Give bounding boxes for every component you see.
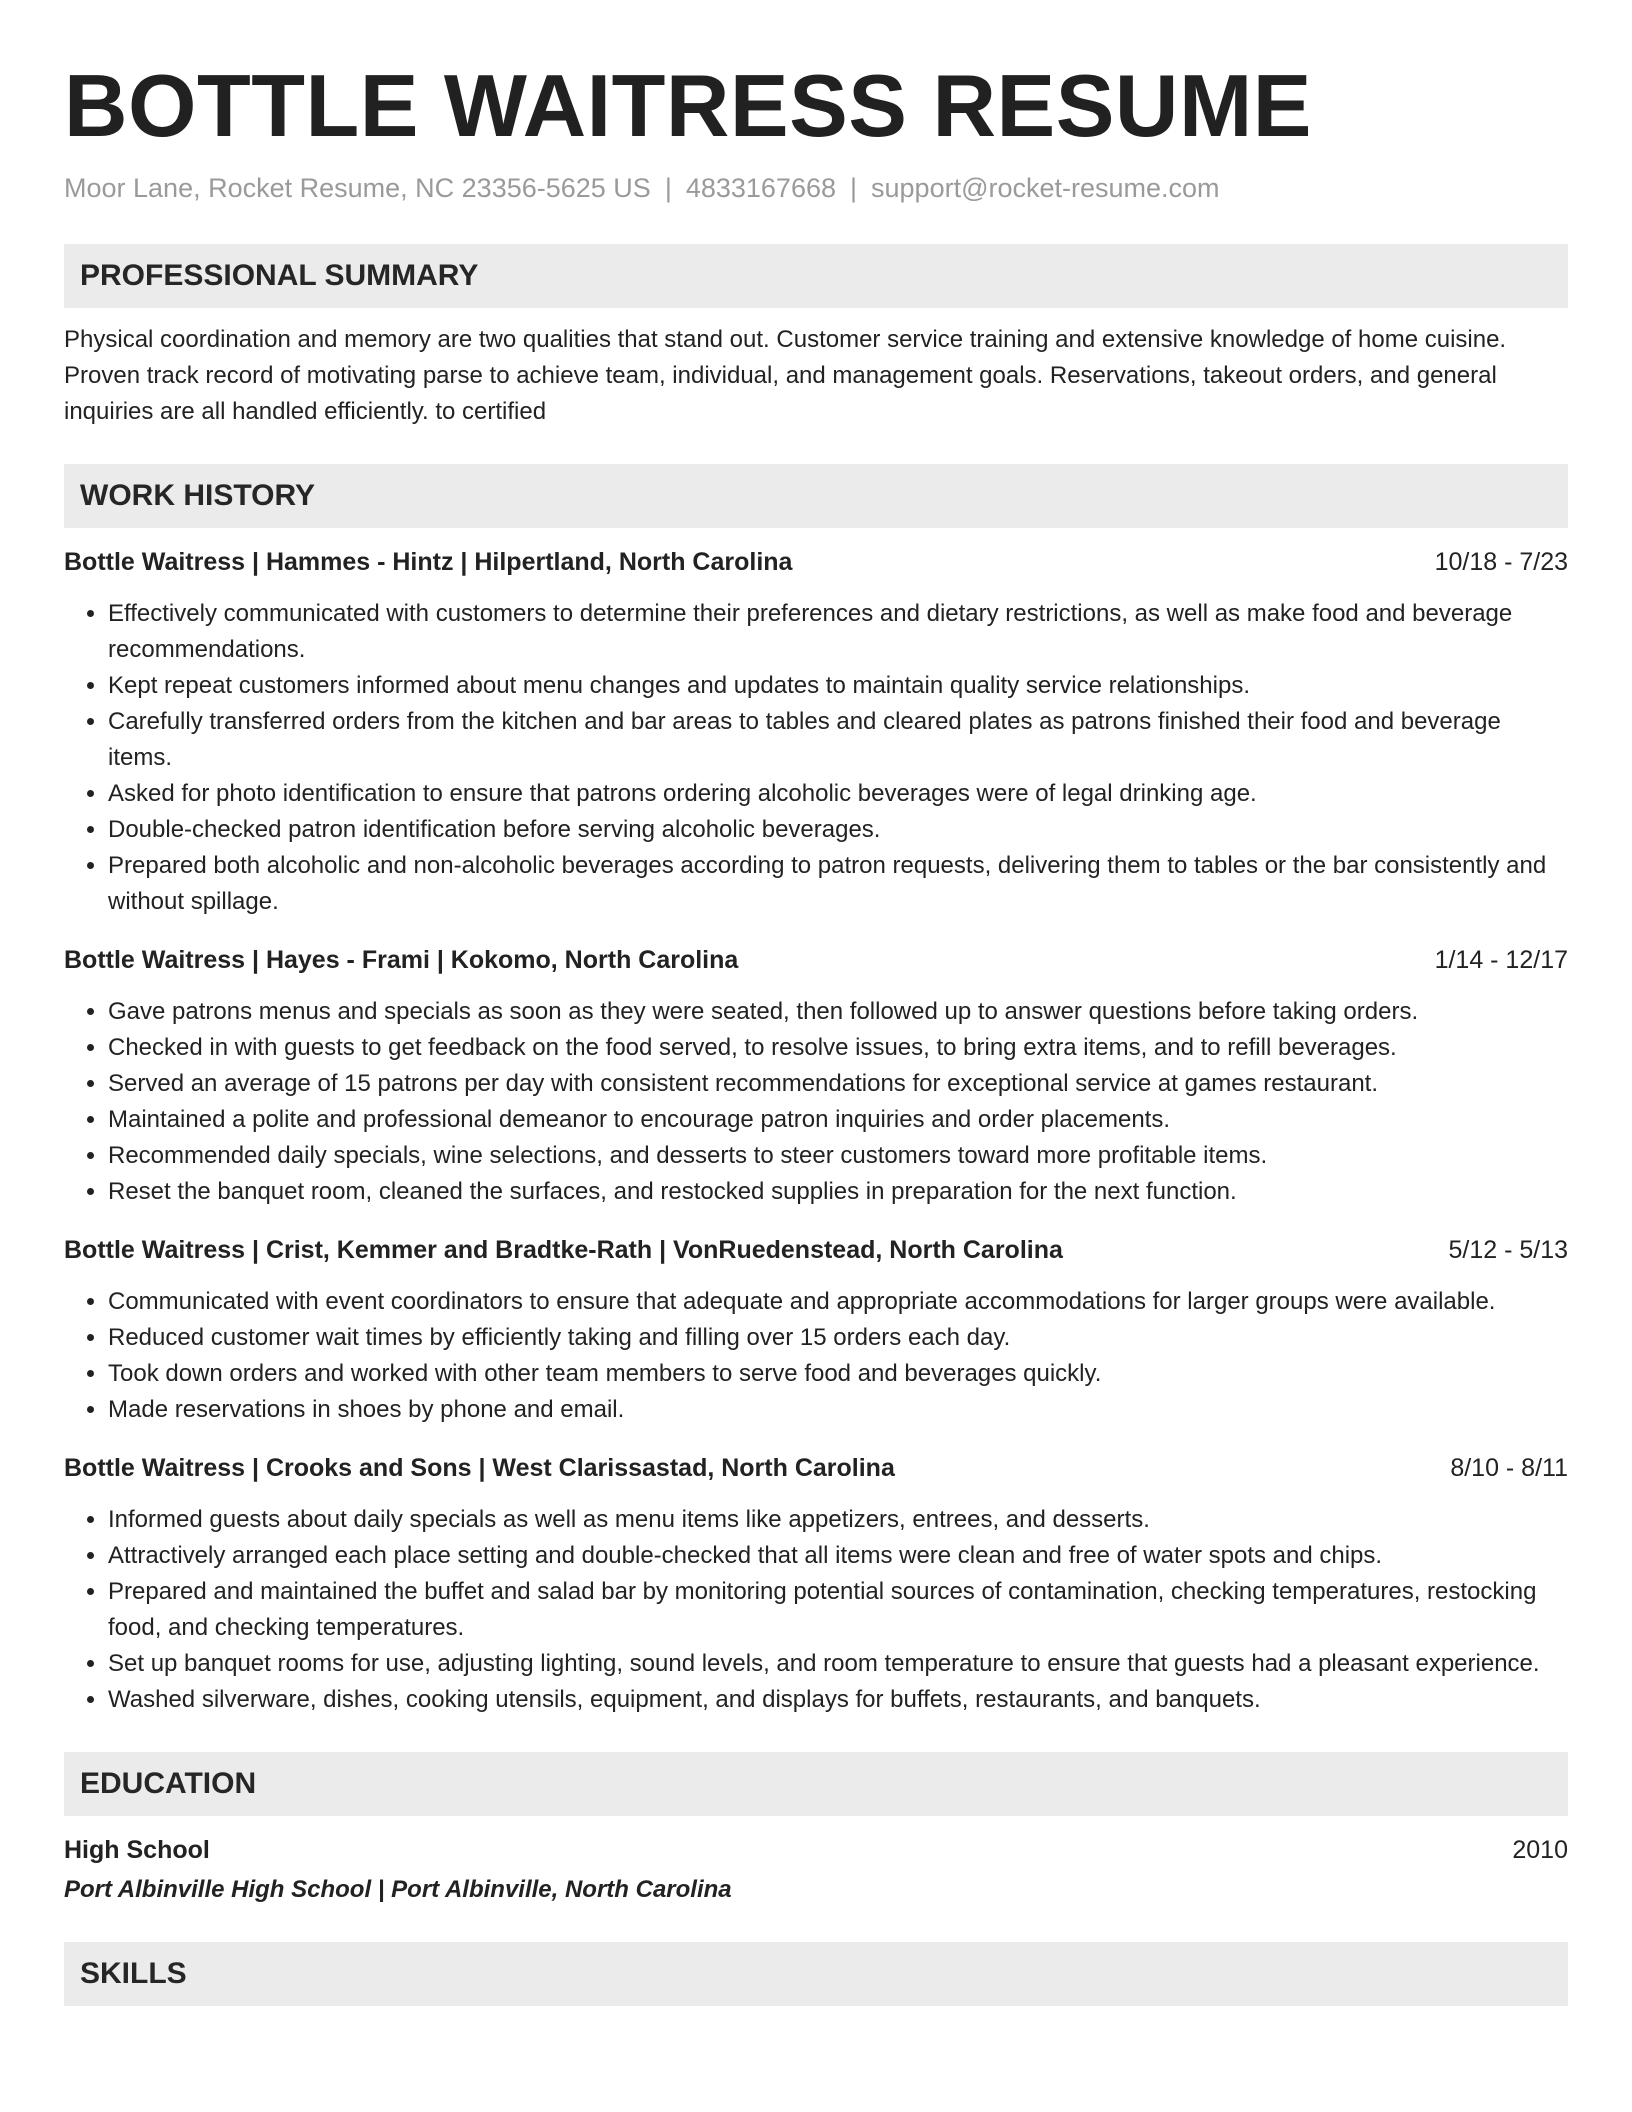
bullet-item: • Carefully transferred orders from the kitchen and bar areas to tables and cleared plates as patrons finished their food and beverage items. (108, 704, 1568, 776)
job-bullets (64, 596, 1568, 920)
contact-line (64, 170, 1568, 206)
job-title: Bottle Waitress | Hayes - Frami | Kokomo, North Carolina (64, 946, 739, 974)
bullet-item: • Asked for photo identification to ensure that patrons ordering alcoholic beverages were of legal drinking age. (108, 776, 1568, 812)
job-entry (64, 942, 1568, 1210)
section-header-work-history: WORK HISTORY (64, 464, 1568, 528)
job-bullets (64, 1502, 1568, 1718)
job-bullets (64, 1284, 1568, 1428)
contact-phone[interactable]: 4833167668 (685, 173, 836, 203)
job-header (64, 544, 1568, 580)
bullet-item: • Communicated with event coordinators to ensure that adequate and appropriate accommodations for larger groups were available. (108, 1284, 1568, 1320)
contact-email[interactable]: support@rocket-resume.com (871, 173, 1220, 203)
job-title: Bottle Waitress | Hammes - Hintz | Hilpertland, North Carolina (64, 548, 793, 576)
job-dates: 5/12 - 5/13 (1448, 1236, 1568, 1264)
bullet-item: • Prepared and maintained the buffet and salad bar by monitoring potential sources of contamination, checking temperatures, restocking food, and checking temperatures. (108, 1574, 1568, 1646)
bullet-item: • Maintained a polite and professional demeanor to encourage patron inquiries and order placements. (108, 1102, 1568, 1138)
bullet-item: • Attractively arranged each place setting and double-checked that all items were clean and free of water spots and chips. (108, 1538, 1568, 1574)
job-entry (64, 544, 1568, 920)
job-dates: 8/10 - 8/11 (1450, 1454, 1568, 1482)
education-school: Port Albinville High School | Port Albinville, North Carolina (64, 1876, 732, 1903)
job-title: Bottle Waitress | Crist, Kemmer and Bradtke-Rath | VonRuedenstead, North Carolina (64, 1236, 1063, 1264)
bullet-item: • Kept repeat customers informed about menu changes and updates to maintain quality service relationships. (108, 668, 1568, 704)
section-header-education: EDUCATION (64, 1752, 1568, 1816)
bullet-item: • Served an average of 15 patrons per day with consistent recommendations for exceptional service at games restaurant. (108, 1066, 1568, 1102)
section-header-summary: PROFESSIONAL SUMMARY (64, 244, 1568, 308)
bullet-item: • Gave patrons menus and specials as soon as they were seated, then followed up to answer questions before taking orders. (108, 994, 1568, 1030)
resume-title: BOTTLE WAITRESS RESUME (64, 56, 1312, 155)
bullet-item: • Double-checked patron identification before serving alcoholic beverages. (108, 812, 1568, 848)
bullet-item: • Made reservations in shoes by phone and email. (108, 1392, 1568, 1428)
contact-address: Moor Lane, Rocket Resume, NC 23356-5625 US (64, 173, 651, 203)
job-dates: 10/18 - 7/23 (1434, 548, 1568, 576)
job-bullets (64, 994, 1568, 1210)
job-header (64, 1450, 1568, 1486)
bullet-item: • Checked in with guests to get feedback on the food served, to resolve issues, to bring extra items, and to refill beverages. (108, 1030, 1568, 1066)
education-header (64, 1832, 1568, 1868)
bullet-item: • Washed silverware, dishes, cooking utensils, equipment, and displays for buffets, restaurants, and banquets. (108, 1682, 1568, 1718)
education-degree: High School (64, 1836, 210, 1864)
education-year: 2010 (1512, 1836, 1568, 1864)
contact-separator: | (664, 173, 672, 203)
job-entry (64, 1450, 1568, 1718)
bullet-item: • Recommended daily specials, wine selections, and desserts to steer customers toward more profitable items. (108, 1138, 1568, 1174)
job-entry (64, 1232, 1568, 1428)
education-entry (64, 1832, 1568, 1908)
job-title: Bottle Waitress | Crooks and Sons | West Clarissastad, North Carolina (64, 1454, 895, 1482)
bullet-item: • Effectively communicated with customers to determine their preferences and dietary restrictions, as well as make food and beverage recommendations. (108, 596, 1568, 668)
summary-text: Physical coordination and memory are two qualities that stand out. Customer service training and extensive knowledge of home cuisine. Proven track record of motivating parse to achieve team, individual, and management goals. Reservations, takeout orders, and general inquiries are all handled efficiently. to certified (64, 326, 1507, 425)
job-dates: 1/14 - 12/17 (1434, 946, 1568, 974)
bullet-item: • Informed guests about daily specials as well as menu items like appetizers, entrees, and desserts. (108, 1502, 1568, 1538)
bullet-item: • Set up banquet rooms for use, adjusting lighting, sound levels, and room temperature to ensure that guests had a pleasant experience. (108, 1646, 1568, 1682)
section-header-skills: SKILLS (64, 1942, 1568, 2006)
bullet-item: • Reset the banquet room, cleaned the surfaces, and restocked supplies in preparation for the next function. (108, 1174, 1568, 1210)
bullet-item: • Reduced customer wait times by efficiently taking and filling over 15 orders each day. (108, 1320, 1568, 1356)
bullet-item: • Took down orders and worked with other team members to serve food and beverages quickly. (108, 1356, 1568, 1392)
job-header (64, 942, 1568, 978)
bullet-item: • Prepared both alcoholic and non-alcoholic beverages according to patron requests, delivering them to tables or the bar consistently and without spillage. (108, 848, 1568, 920)
job-header (64, 1232, 1568, 1268)
contact-separator: | (850, 173, 858, 203)
